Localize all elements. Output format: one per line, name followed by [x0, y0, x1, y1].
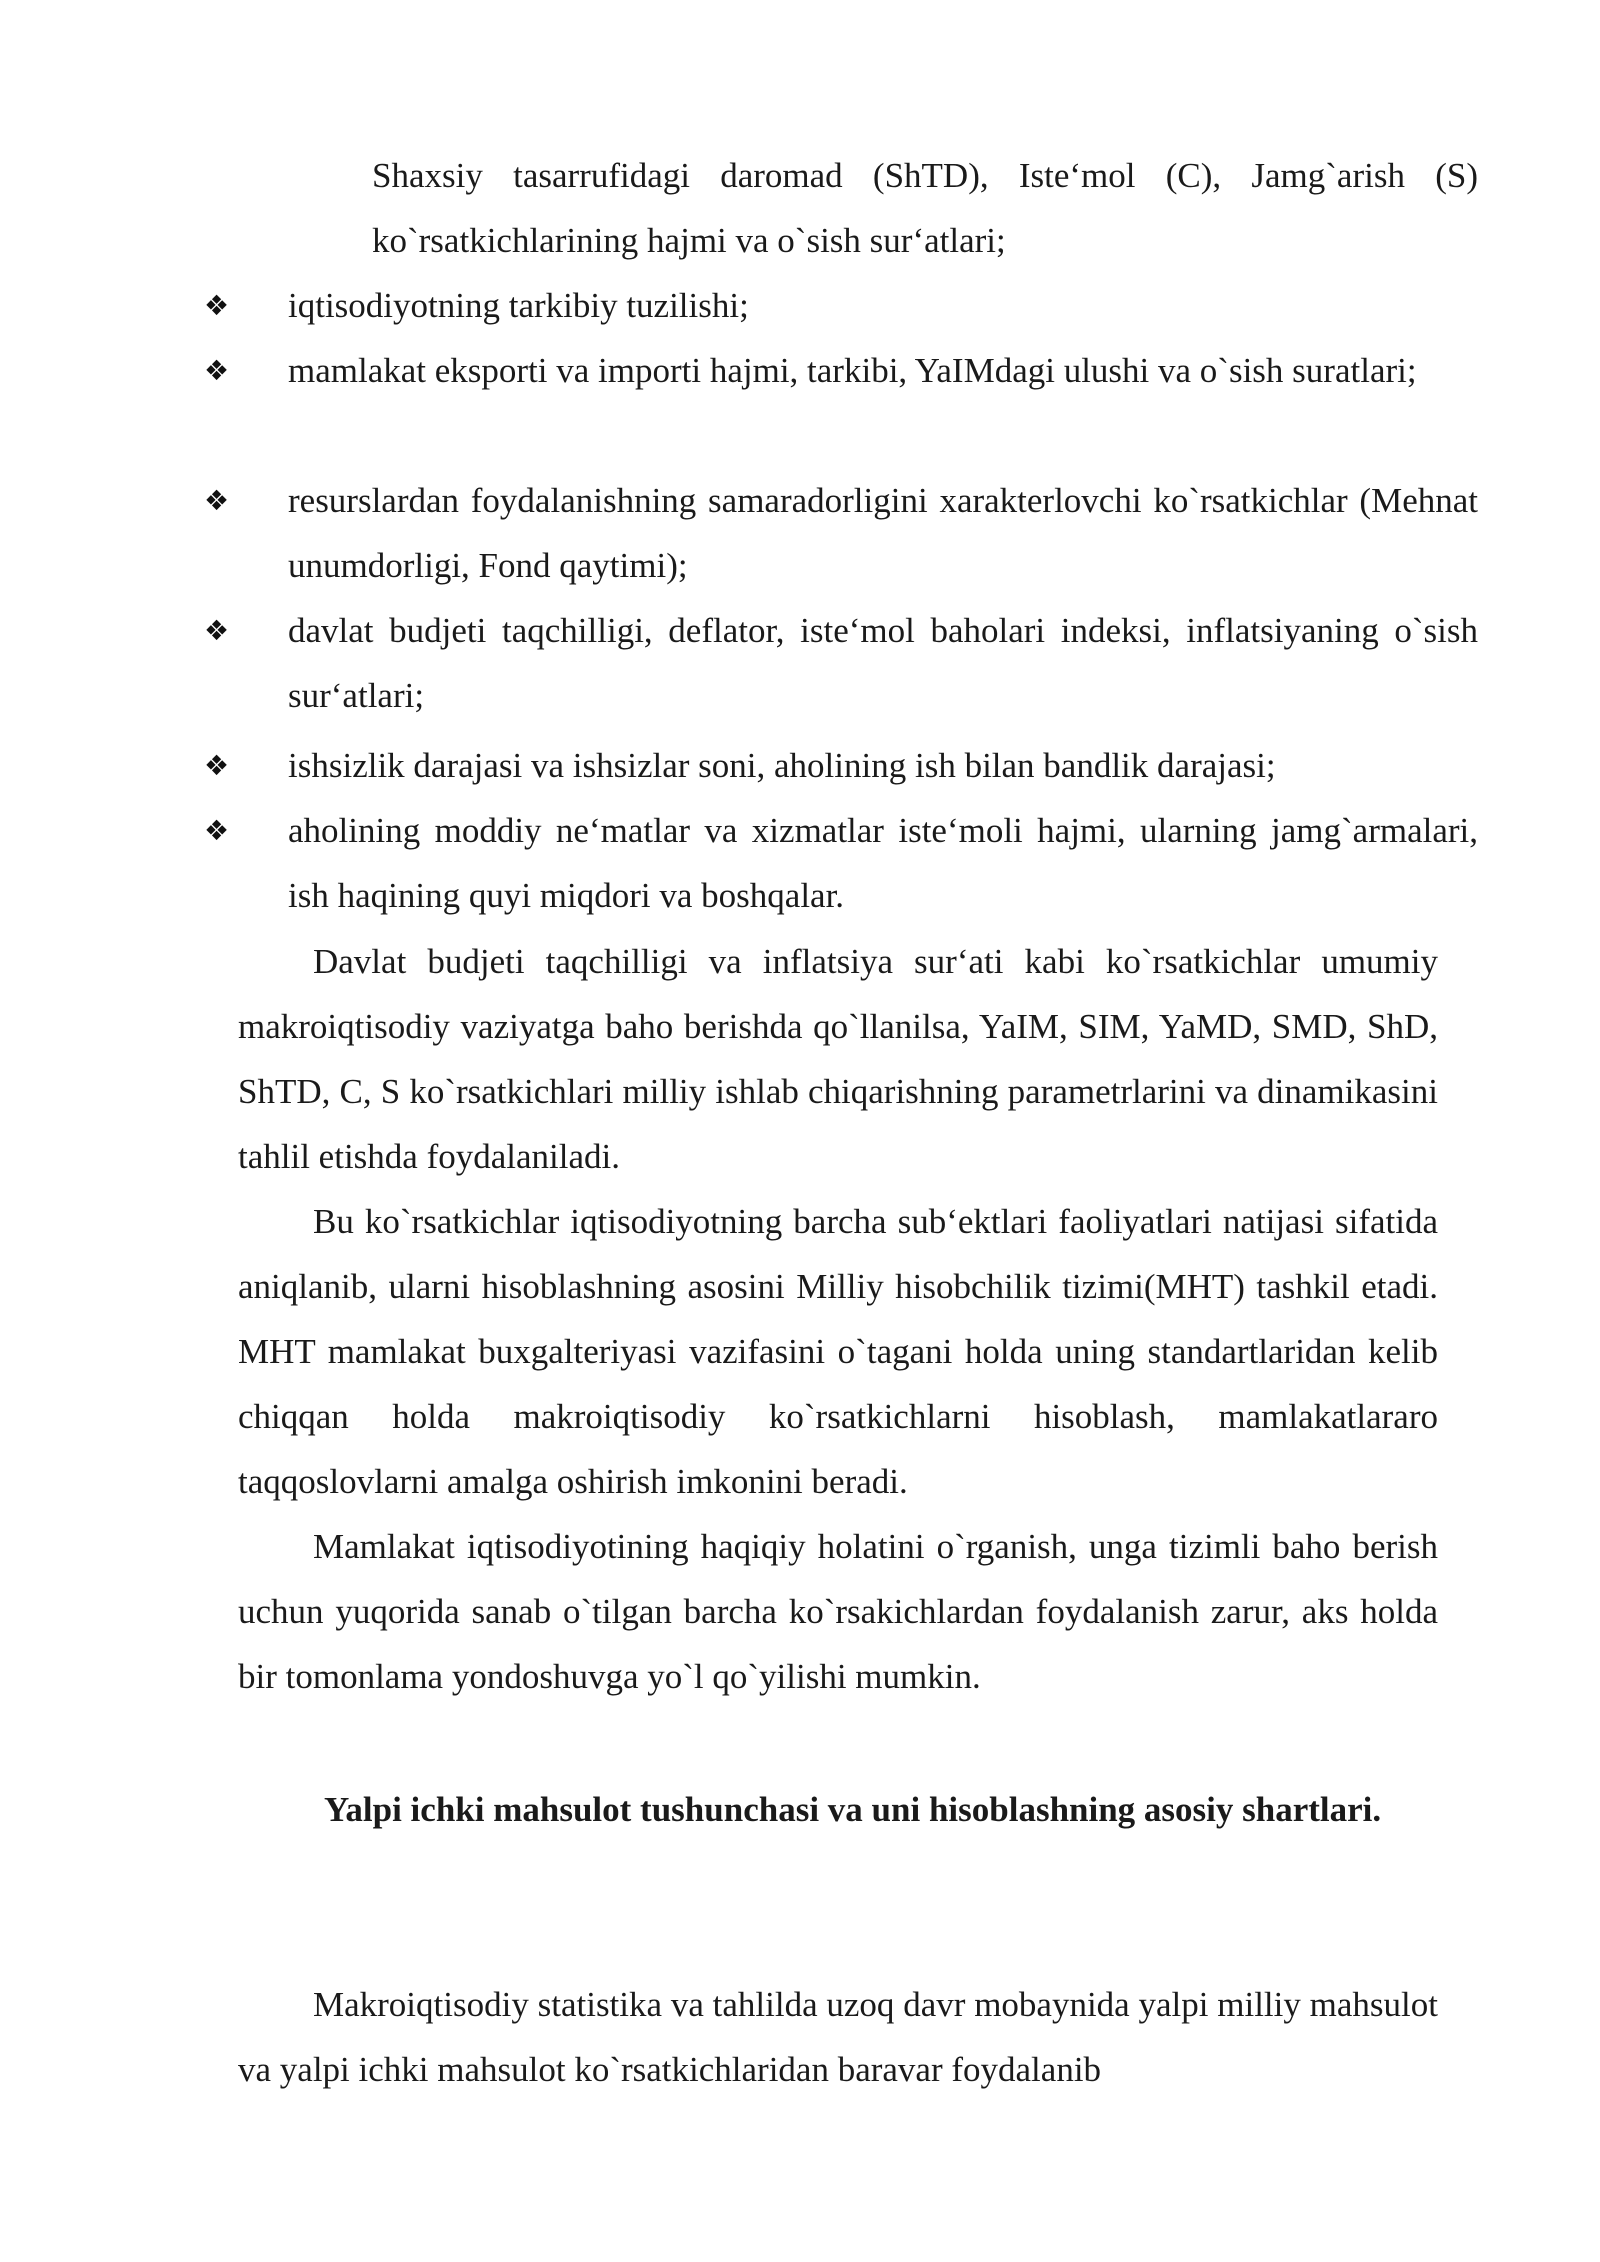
section-heading: [324, 1777, 1466, 1842]
diamond-bullet-icon: ❖: [204, 814, 230, 847]
body-paragraph: [238, 1189, 1438, 1514]
list-item-text: resurslardan foydalanishning samaradorligini xarakterlovchi ko`rsatkichlar (Mehnat unumdorligi, Fond qaytimi);: [288, 481, 1478, 585]
list-item: [204, 798, 1478, 928]
body-paragraph: [238, 929, 1438, 1189]
body-paragraph: [238, 1972, 1438, 2102]
list-item: [204, 338, 1478, 403]
diamond-bullet-icon: ❖: [204, 614, 230, 647]
list-item-text: mamlakat eksporti va importi hajmi, tarkibi, YaIMdagi ulushi va o`sish suratlari;: [288, 351, 1417, 390]
list-item: [204, 598, 1478, 728]
paragraph-text: Makroiqtisodiy statistika va tahlilda uzoq davr mobaynida yalpi milliy mahsulot va yalpi ichki mahsulot ko`rsatkichlaridan baravar foydalanib: [238, 1985, 1438, 2089]
list-item: [204, 733, 1478, 798]
list-item-text: aholining moddiy ne‘matlar va xizmatlar iste‘moli hajmi, ularning jamg`armalari, ish haqining quyi miqdori va boshqalar.: [288, 811, 1478, 915]
list-item-text: davlat budjeti taqchilligi, deflator, iste‘mol baholari indeksi, inflatsiyaning o`sish sur‘atlari;: [288, 611, 1478, 715]
intro-continuation: [372, 143, 1478, 273]
intro-text: Shaxsiy tasarrufidagi daromad (ShTD), Iste‘mol (C), Jamg`arish (S) ko`rsatkichlarining hajmi va o`sish sur‘atlari;: [372, 156, 1478, 260]
paragraph-text: Mamlakat iqtisodiyotining haqiqiy holatini o`rganish, unga tizimli baho berish uchun yuqorida sanab o`tilgan barcha ko`rsakichlardan foydalanish zarur, aks holda bir tomonlama yondoshuvga yo`l qo`yilishi mumkin.: [238, 1527, 1438, 1696]
diamond-bullet-icon: ❖: [204, 484, 230, 517]
list-item: [204, 273, 1478, 338]
paragraph-text: Bu ko`rsatkichlar iqtisodiyotning barcha sub‘ektlari faoliyatlari natijasi sifatida aniqlanib, ularni hisoblashning asosini Milliy hisobchilik tizimi(MHT) tashkil etadi. MHT mamlakat buxgalteriyasi vazifasini o`tagani holda uning standartlaridan kelib chiqqan holda makroiqtisodiy ko`rsatkichlarni hisoblash, mamlakatlararo taqqoslovlarni amalga oshirish imkonini beradi.: [238, 1202, 1438, 1501]
diamond-bullet-icon: ❖: [204, 749, 230, 782]
list-item-text: ishsizlik darajasi va ishsizlar soni, aholining ish bilan bandlik darajasi;: [288, 746, 1276, 785]
diamond-bullet-icon: ❖: [204, 354, 230, 387]
list-item: [204, 468, 1478, 598]
body-paragraph: [238, 1514, 1438, 1709]
heading-text: Yalpi ichki mahsulot tushunchasi va uni hisoblashning asosiy shartlari.: [324, 1790, 1382, 1829]
list-item-text: iqtisodiyotning tarkibiy tuzilishi;: [288, 286, 749, 325]
paragraph-text: Davlat budjeti taqchilligi va inflatsiya sur‘ati kabi ko`rsatkichlar umumiy makroiqtisodiy vaziyatga baho berishda qo`llanilsa, YaIM, SIM, YaMD, SMD, ShD, ShTD, C, S ko`rsatkichlari milliy ishlab chiqarishning parametrlarini va dinamikasini tahlil etishda foydalaniladi.: [238, 942, 1438, 1176]
diamond-bullet-icon: ❖: [204, 289, 230, 322]
